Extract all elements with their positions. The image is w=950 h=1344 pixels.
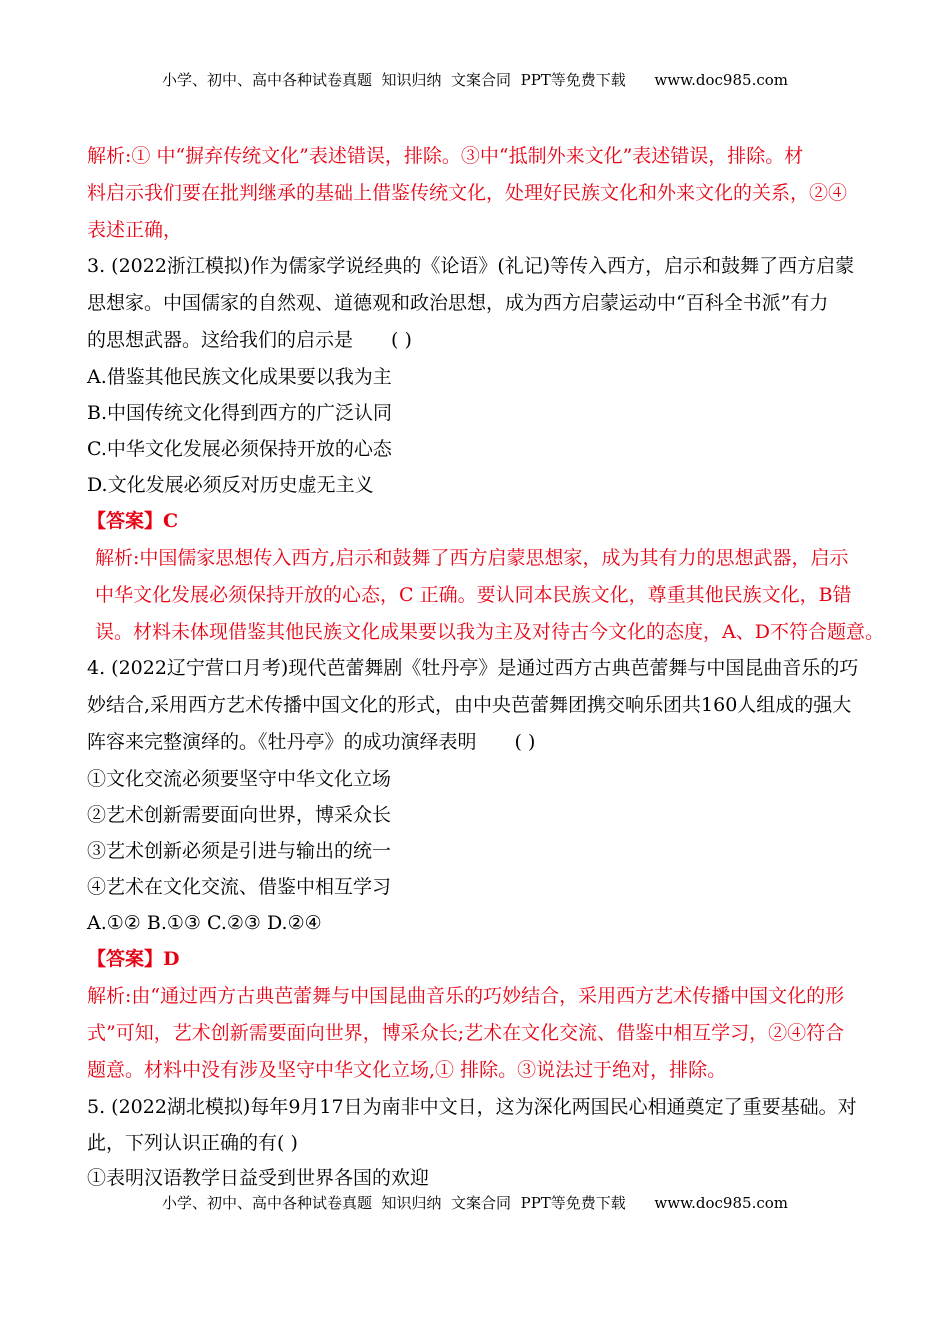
- explanation-line: 解析:由“通过西方古典芭蕾舞与中国昆曲音乐的巧妙结合，采用西方艺术传播中国文化的形: [87, 985, 845, 1007]
- statement-1: ①文化交流必须要坚守中华文化立场: [87, 768, 392, 790]
- option-c: C.中华文化发展必须保持开放的心态: [87, 438, 392, 460]
- explanation-line: 表述正确，: [87, 219, 183, 241]
- option-b: B.中国传统文化得到西方的广泛认同: [87, 402, 393, 424]
- answer-label: 【答案】D: [87, 948, 180, 970]
- question-4-stem: 阵容来完整演绎的。《牡丹亭》的成功演绎表明 ( ): [87, 731, 536, 753]
- statement-1: ①表明汉语教学日益受到世界各国的欢迎: [87, 1167, 430, 1189]
- explanation-line: 题意。材料中没有涉及坚守中华文化立场,① 排除。③说法过于绝对，排除。: [87, 1059, 727, 1081]
- question-4-stem: 妙结合,采用西方艺术传播中国文化的形式，由中央芭蕾舞团携交响乐团共160人组成的强大: [87, 694, 852, 716]
- question-3-stem: 3. (2022浙江模拟)作为儒家学说经典的《论语》(礼记)等传入西方，启示和鼓舞了西方启蒙: [87, 255, 855, 277]
- explanation-line: 式”可知，艺术创新需要面向世界，博采众长;艺术在文化交流、借鉴中相互学习，②④符合: [87, 1022, 845, 1044]
- explanation-line: 料启示我们要在批判继承的基础上借鉴传统文化，处理好民族文化和外来文化的关系，②④: [87, 182, 848, 204]
- explanation-line: 中华文化发展必须保持开放的心态，C 正确。要认同本民族文化，尊重其他民族文化，B错: [95, 584, 852, 606]
- question-5-stem: 此，下列认识正确的有( ): [87, 1132, 298, 1154]
- question-3-stem: 思想家。中国儒家的自然观、道德观和政治思想，成为西方启蒙运动中“百科全书派”有力: [87, 292, 829, 314]
- option-a: A.借鉴其他民族文化成果要以我为主: [87, 366, 392, 388]
- explanation-line: 解析:中国儒家思想传入西方,启示和鼓舞了西方启蒙思想家，成为其有力的思想武器，启示: [95, 547, 849, 569]
- explanation-line: 误。材料未体现借鉴其他民族文化成果要以我为主及对待古今文化的态度，A、D不符合题意。: [95, 621, 884, 643]
- statement-2: ②艺术创新需要面向世界，博采众长: [87, 804, 392, 826]
- option-d: D.文化发展必须反对历史虚无主义: [87, 474, 374, 496]
- question-5-stem: 5. (2022湖北模拟)每年9月17日为南非中文日，这为深化两国民心相通奠定了重要基础。对: [87, 1096, 857, 1118]
- question-4-stem: 4. (2022辽宁营口月考)现代芭蕾舞剧《牡丹亭》是通过西方古典芭蕾舞与中国昆曲音乐的巧: [87, 657, 859, 679]
- statement-4: ④艺术在文化交流、借鉴中相互学习: [87, 876, 392, 898]
- answer-options: A.①② B.①③ C.②③ D.②④: [87, 912, 322, 934]
- question-3-stem: 的思想武器。这给我们的启示是 ( ): [87, 329, 412, 351]
- explanation-line: 解析:① 中“摒弃传统文化”表述错误，排除。③中“抵制外来文化”表述错误，排除。材: [87, 145, 804, 167]
- answer-label: 【答案】C: [87, 510, 179, 532]
- page-header: 小学、初中、高中各种试卷真题 知识归纳 文案合同 PPT等免费下载 www.doc985.com: [161, 71, 788, 89]
- page-footer: 小学、初中、高中各种试卷真题 知识归纳 文案合同 PPT等免费下载 www.doc985.com: [161, 1194, 788, 1212]
- statement-3: ③艺术创新必须是引进与输出的统一: [87, 840, 392, 862]
